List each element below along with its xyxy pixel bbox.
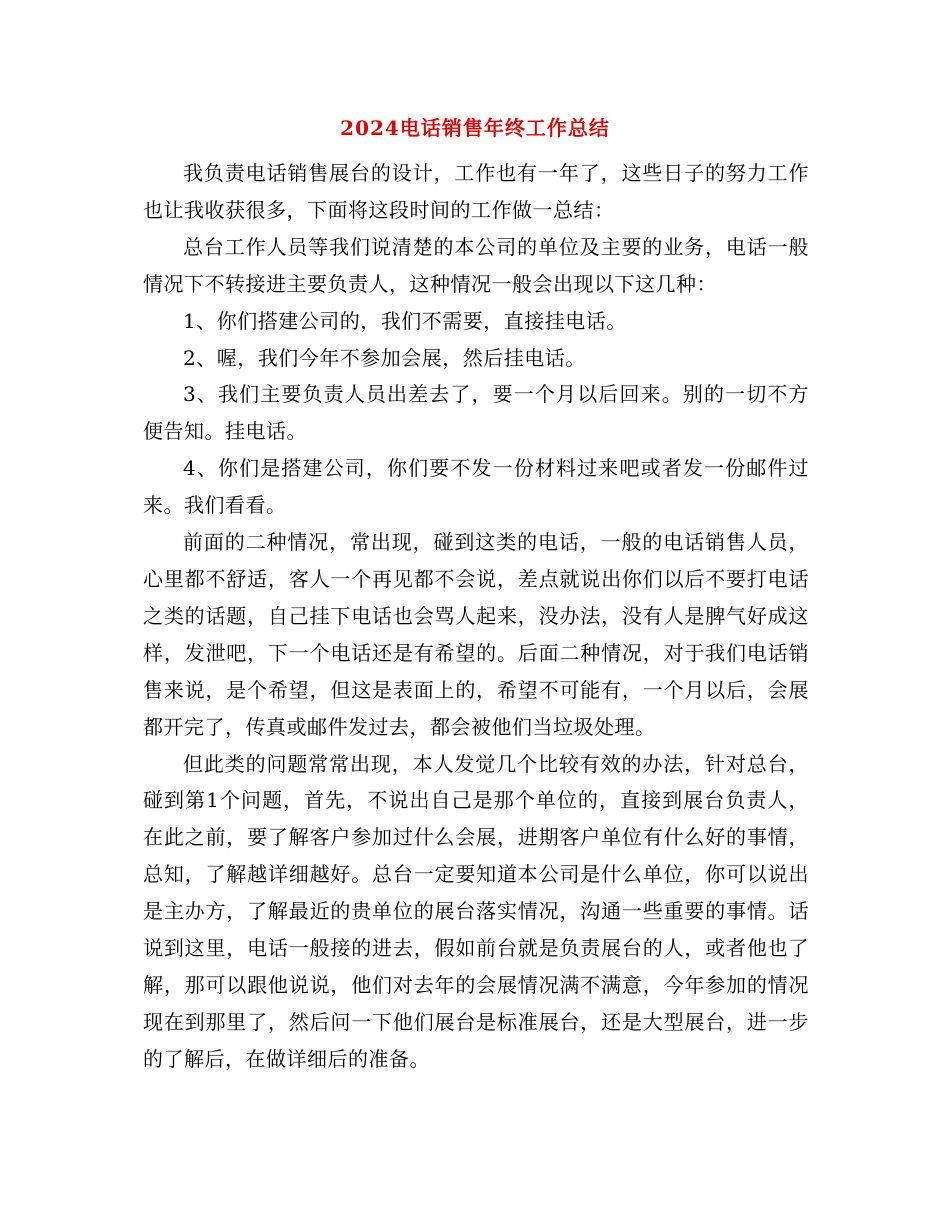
list-item-3: 3、我们主要负责人员出差去了，要一个月以后回来。别的一切不方便告知。挂电话。 <box>143 382 809 444</box>
paragraph-analysis: 前面的二种情况，常出现，碰到这类的电话，一般的电话销售人员，心里都不舒适，客人一个再见都不会说，差点就说出你们以后不要打电话之类的话题，自己挂下电话也会骂人起来，没办法，没有人是脾气好成这样，发泄吧，下一个电话还是有希望的。后面二种情况，对于我们电话销售来说，是个希望，但这是表面上的，希望不可能有，一个月以后，会展都开完了，传真或邮件发过去，都会被他们当垃圾处理。 <box>143 530 809 739</box>
paragraph-methods: 但此类的问题常常出现，本人发觉几个比较有效的办法，针对总台，碰到第1个问题，首先，不说出自己是那个单位的，直接到展台负责人，在此之前，要了解客户参加过什么会展，进期客户单位有什么好的事情，总知，了解越详细越好。总台一定要知道本公司是什么单位，你可以说出是主办方，了解最近的贵单位的展台落实情况，沟通一些重要的事情。话说到这里，电话一般接的进去，假如前台就是负责展台的人，或者他也了解，那可以跟他说说，他们对去年的会展情况满不满意，今年参加的情况现在到那里了，然后问一下他们展台是标准展台，还是大型展台，进一步的了解后，在做详细后的准备。 <box>143 751 809 1071</box>
list-item-1: 1、你们搭建公司的，我们不需要，直接挂电话。 <box>183 308 627 333</box>
paragraph-context: 总台工作人员等我们说清楚的本公司的单位及主要的业务，电话一般情况下不转接进主要负责人，这种情况一般会出现以下这几种： <box>143 234 809 296</box>
document-body <box>143 155 809 1078</box>
list-item-2: 2、喔，我们今年不参加会展，然后挂电话。 <box>183 345 586 370</box>
paragraph-intro: 我负责电话销售展台的设计，工作也有一年了，这些日子的努力工作也让我收获很多，下面将这段时间的工作做一总结： <box>143 161 809 222</box>
document-title: 2024电话销售年终工作总结 <box>340 116 610 140</box>
list-item-4: 4、你们是搭建公司，你们要不发一份材料过来吧或者发一份邮件过来。我们看看。 <box>143 456 809 518</box>
